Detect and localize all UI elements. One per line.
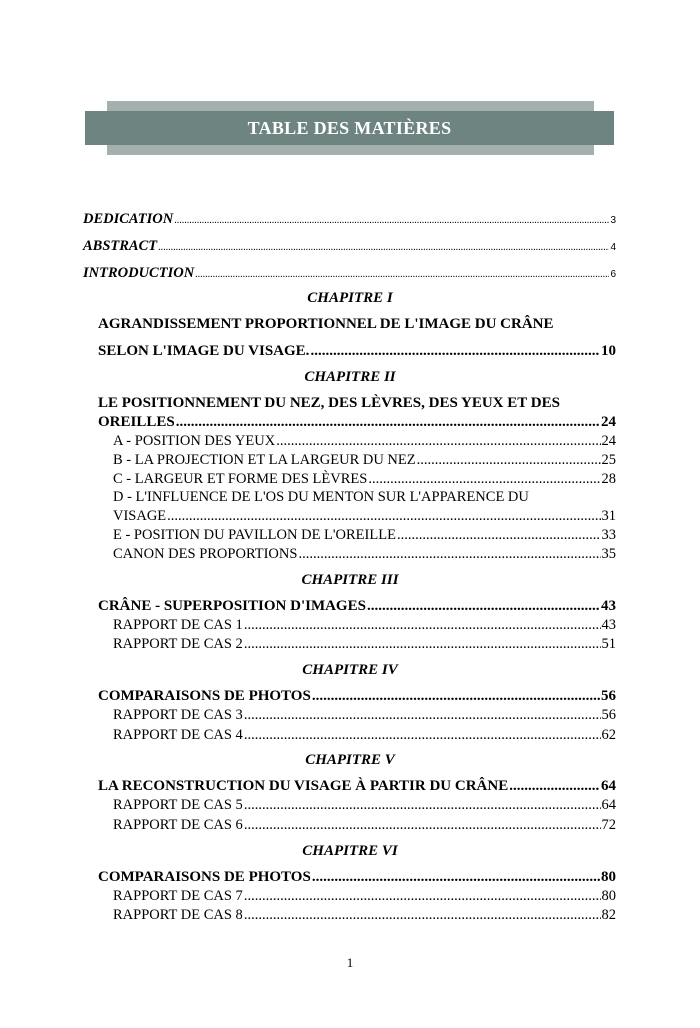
toc-entry-page: 28 xyxy=(601,471,616,487)
dot-leader xyxy=(276,433,600,450)
dot-leader xyxy=(310,343,600,360)
toc-entry-page: 43 xyxy=(601,598,616,614)
toc-entry-chapter-3[interactable] xyxy=(98,598,616,615)
toc-entry-page: 64 xyxy=(601,778,616,794)
chapter-title-1-line1[interactable]: AGRANDISSEMENT PROPORTIONNEL DE L'IMAGE DU CRÂNE xyxy=(98,316,554,332)
toc-entry[interactable] xyxy=(113,817,616,834)
toc-entry-page: 56 xyxy=(601,707,616,723)
toc-entry-label: B - LA PROJECTION ET LA LARGEUR DU NEZ xyxy=(113,452,416,468)
toc-entry-page: 64 xyxy=(601,797,616,813)
toc-entry-chapter-5[interactable] xyxy=(98,778,616,795)
toc-entry-label: COMPARAISONS DE PHOTOS xyxy=(98,688,311,704)
toc-entry-label: RAPPORT DE CAS 2 xyxy=(113,636,243,652)
chapter-heading-3: CHAPITRE III xyxy=(301,572,399,588)
toc-entry[interactable] xyxy=(113,727,616,744)
page-title: TABLE DES MATIÈRES xyxy=(247,117,452,138)
toc-entry[interactable] xyxy=(113,433,616,450)
chapter-heading-6: CHAPITRE VI xyxy=(302,843,398,859)
toc-entry-page: 24 xyxy=(601,414,616,430)
dot-leader xyxy=(158,242,609,253)
toc-entry-label: OREILLES xyxy=(98,414,175,430)
toc-entry[interactable] xyxy=(113,508,616,525)
dot-leader xyxy=(244,797,601,814)
dot-leader xyxy=(244,727,601,744)
toc-entry-page: 80 xyxy=(601,869,616,885)
toc-entry-label: VISAGE xyxy=(113,508,167,524)
dot-leader xyxy=(417,452,601,469)
toc-entry-page: 56 xyxy=(601,688,616,704)
toc-entry[interactable] xyxy=(113,888,616,905)
toc-entry-label: LA RECONSTRUCTION DU VISAGE À PARTIR DU CRÂNE xyxy=(98,778,509,794)
toc-entry-label: CANON DES PROPORTIONS xyxy=(113,546,298,562)
dot-leader xyxy=(195,269,609,280)
toc-entry[interactable] xyxy=(113,452,616,469)
toc-entry-label: INTRODUCTION xyxy=(83,265,195,281)
toc-entry-dedication[interactable] xyxy=(83,211,616,228)
dot-leader xyxy=(367,598,600,615)
chapter-heading-5: CHAPITRE V xyxy=(305,752,395,768)
toc-entry-page: 82 xyxy=(601,907,616,923)
toc-entry-page: 24 xyxy=(601,433,616,449)
toc-entry-page: 51 xyxy=(601,636,616,652)
toc-entry[interactable] xyxy=(113,617,616,634)
toc-entry-label: RAPPORT DE CAS 6 xyxy=(113,817,243,833)
toc-entry-label: COMPARAISONS DE PHOTOS xyxy=(98,869,311,885)
title-banner xyxy=(107,101,594,155)
banner-front-bar xyxy=(85,111,614,145)
toc-entry[interactable] xyxy=(113,797,616,814)
dot-leader xyxy=(167,508,600,525)
toc-entry-page: 43 xyxy=(601,617,616,633)
dot-leader xyxy=(244,907,601,924)
toc-entry[interactable] xyxy=(113,907,616,924)
toc-entry-label: RAPPORT DE CAS 3 xyxy=(113,707,243,723)
toc-entry[interactable] xyxy=(113,636,616,653)
dot-leader xyxy=(244,617,601,634)
toc-entry-chapter-4[interactable] xyxy=(98,688,616,705)
dot-leader xyxy=(509,778,600,795)
toc-entry[interactable] xyxy=(113,471,616,488)
toc-entry[interactable] xyxy=(113,546,616,563)
toc-entry-page: 62 xyxy=(601,727,616,743)
toc-entry-label: E - POSITION DU PAVILLON DE L'OREILLE xyxy=(113,527,396,543)
toc-entry-label: A - POSITION DES YEUX xyxy=(113,433,276,449)
dot-leader xyxy=(244,817,601,834)
toc-entry[interactable] xyxy=(113,527,616,544)
page-number: 1 xyxy=(346,955,354,970)
dot-leader xyxy=(176,414,600,431)
toc-entry-page: 6 xyxy=(610,269,616,280)
toc-entry-chapter-2[interactable] xyxy=(98,414,616,431)
dot-leader xyxy=(368,471,600,488)
dot-leader xyxy=(244,888,601,905)
dot-leader xyxy=(298,546,600,563)
toc-entry-page: 80 xyxy=(601,888,616,904)
toc-entry-label: RAPPORT DE CAS 4 xyxy=(113,727,243,743)
toc-entry-page: 25 xyxy=(601,452,616,468)
toc-entry-introduction[interactable] xyxy=(83,265,616,282)
toc-entry-abstract[interactable] xyxy=(83,238,616,255)
toc-entry-label: C - LARGEUR ET FORME DES LÈVRES xyxy=(113,471,368,487)
dot-leader xyxy=(312,869,600,886)
dot-leader xyxy=(244,636,601,653)
toc-entry[interactable] xyxy=(113,707,616,724)
toc-entry-page: 4 xyxy=(610,242,616,253)
toc-entry-label: RAPPORT DE CAS 7 xyxy=(113,888,243,904)
toc-entry-label: RAPPORT DE CAS 1 xyxy=(113,617,243,633)
toc-entry-page: 72 xyxy=(601,817,616,833)
dot-leader xyxy=(174,215,609,226)
chapter-heading-4: CHAPITRE IV xyxy=(302,662,398,678)
toc-entry-page: 3 xyxy=(610,215,616,226)
chapter-heading-1: CHAPITRE I xyxy=(307,290,393,306)
chapter-title-2-line1[interactable]: LE POSITIONNEMENT DU NEZ, DES LÈVRES, DES YEUX ET DES xyxy=(98,395,560,411)
toc-entry-label: RAPPORT DE CAS 5 xyxy=(113,797,243,813)
toc-entry-page: 31 xyxy=(601,508,616,524)
toc-entry-label: RAPPORT DE CAS 8 xyxy=(113,907,243,923)
chapter-heading-2: CHAPITRE II xyxy=(304,369,396,385)
toc-entry-page: 10 xyxy=(601,343,616,359)
dot-leader xyxy=(397,527,601,544)
dot-leader xyxy=(244,707,601,724)
toc-entry-chapter-6[interactable] xyxy=(98,869,616,886)
toc-entry-page: 33 xyxy=(601,527,616,543)
toc-entry-label: SELON L'IMAGE DU VISAGE. xyxy=(98,343,310,359)
toc-entry-label: CRÂNE - SUPERPOSITION D'IMAGES xyxy=(98,598,366,614)
toc-entry-label-line1[interactable]: D - L'INFLUENCE DE L'OS DU MENTON SUR L'APPARENCE DU xyxy=(113,489,529,505)
toc-entry-page: 35 xyxy=(601,546,616,562)
dot-leader xyxy=(312,688,600,705)
toc-entry-chapter-1[interactable] xyxy=(98,343,616,360)
toc-entry-label: DEDICATION xyxy=(83,211,174,227)
toc-entry-label: ABSTRACT xyxy=(83,238,158,254)
